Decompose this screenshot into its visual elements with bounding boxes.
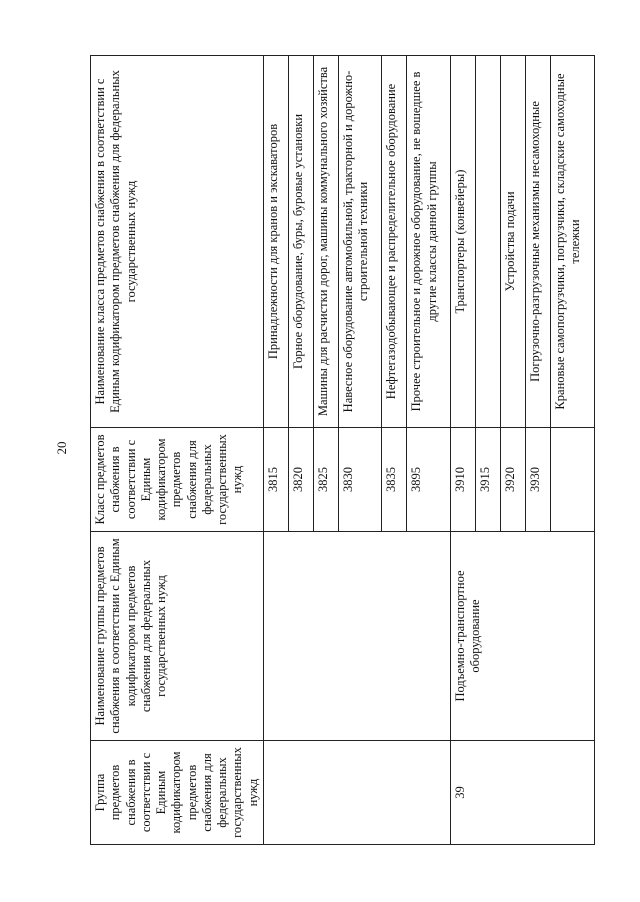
class-name: Принадлежности для кранов и экскаваторов: [263, 56, 288, 428]
class-code: 3895: [407, 428, 451, 532]
header-class-code: Класс предметов снабжения в соответствии с Единым кодификатором предметов снабжения для федеральных государственных нужд: [91, 428, 264, 532]
class-name: Горное оборудование, буры, буровые установки: [288, 56, 313, 428]
header-group-name: Наименование группы предметов снабжения в соответствии с Единым кодификатором предметов снабжения для федеральных государственных нужд: [91, 532, 264, 741]
class-code: 3920: [501, 428, 526, 532]
class-name: Транспортеры (конвейеры): [451, 56, 476, 428]
class-name: Прочее строительное и дорожное оборудование, не вошедшее в другие классы данной группы: [407, 56, 451, 428]
group-39-code: 39: [451, 741, 595, 845]
header-group-code: Группа предметов снабжения в соответствии с Единым кодификатором предметов снабжения для федеральных государственных нужд: [91, 741, 264, 845]
class-code: [551, 428, 595, 532]
class-name: Нефтегазодобывающее и распределительное оборудование: [382, 56, 407, 428]
class-name: Навесное оборудование автомобильной, тракторной и дорожно-строительной техники: [338, 56, 382, 428]
group-38-name-cell: [263, 532, 450, 741]
class-code: 3915: [476, 428, 501, 532]
rotated-table-container: [90, 55, 595, 845]
class-name: [476, 56, 501, 428]
supply-classes-table: [90, 55, 595, 845]
class-name: Устройства подачи: [501, 56, 526, 428]
class-code: 3835: [382, 428, 407, 532]
class-code: 3830: [338, 428, 382, 532]
table-row: [263, 56, 288, 845]
class-name: Машины для расчистки дорог, машины коммунального хозяйства: [313, 56, 338, 428]
class-name: Погрузочно-разгрузочные механизмы несамоходные: [526, 56, 551, 428]
table-header-row: [91, 56, 264, 845]
group-38-code-cell: [263, 741, 450, 845]
class-code: 3910: [451, 428, 476, 532]
class-code: 3825: [313, 428, 338, 532]
header-class-name: Наименование класса предметов снабжения в соответствии с Единым кодификатором предметов снабжения для федеральных государственных нужд: [91, 56, 264, 428]
table-row: [451, 56, 476, 845]
page-number: 20: [54, 441, 69, 455]
group-39-name: Подъемно-транспортное оборудование: [451, 532, 595, 741]
class-name: Крановые самопогрузчики, погрузчики, складские самоходные тележки: [551, 56, 595, 428]
class-code: 3815: [263, 428, 288, 532]
class-code: 3820: [288, 428, 313, 532]
class-code: 3930: [526, 428, 551, 532]
